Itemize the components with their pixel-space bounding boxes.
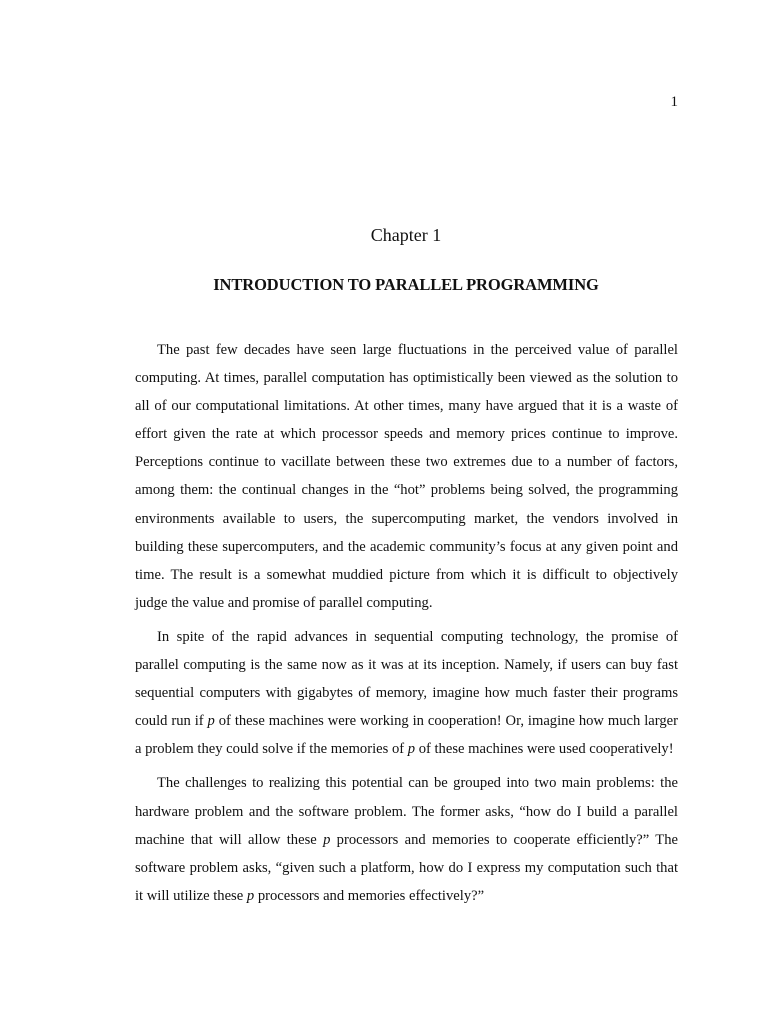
paragraph: In spite of the rapid advances in sequential computing technology, the promise of parallel computing is the same now as it was at its inception. Namely, if users can buy fast sequential computers with gigabytes of memory, imagine how much faster their programs could run if p of these machines were working in cooperation! Or, imagine how much larger a problem they could solve if the memories of p of these machines were used cooperatively!: [135, 628, 678, 758]
page-number: 1: [670, 94, 678, 110]
body-text: [135, 336, 678, 916]
chapter-title: INTRODUCTION TO PARALLEL PROGRAMMING: [213, 275, 599, 294]
paragraph: The challenges to realizing this potential can be grouped into two main problems: the hardware problem and the software problem. The former asks, “how do I build a parallel machine that will allow these p processors and memories to cooperate efficiently?” The software problem asks, “given such a platform, how do I express my computation such that it will utilize these p processors and memories effectively?”: [135, 775, 678, 904]
paragraph: The past few decades have seen large fluctuations in the perceived value of parallel computing. At times, parallel computation has optimistically been viewed as the solution to all of our computational limitations. At other times, many have argued that it is a waste of effort given the rate at which processor speeds and memory prices continue to improve. Perceptions continue to vacillate between these two extremes due to a number of factors, among them: the continual changes in the “hot” problems being solved, the programming environments available to users, the supercomputing market, the vendors involved in building these supercomputers, and the academic community’s focus at any given point and time. The result is a somewhat muddied picture from which it is difficult to objectively judge the value and promise of parallel computing.: [135, 342, 678, 611]
chapter-label: Chapter 1: [370, 225, 442, 245]
